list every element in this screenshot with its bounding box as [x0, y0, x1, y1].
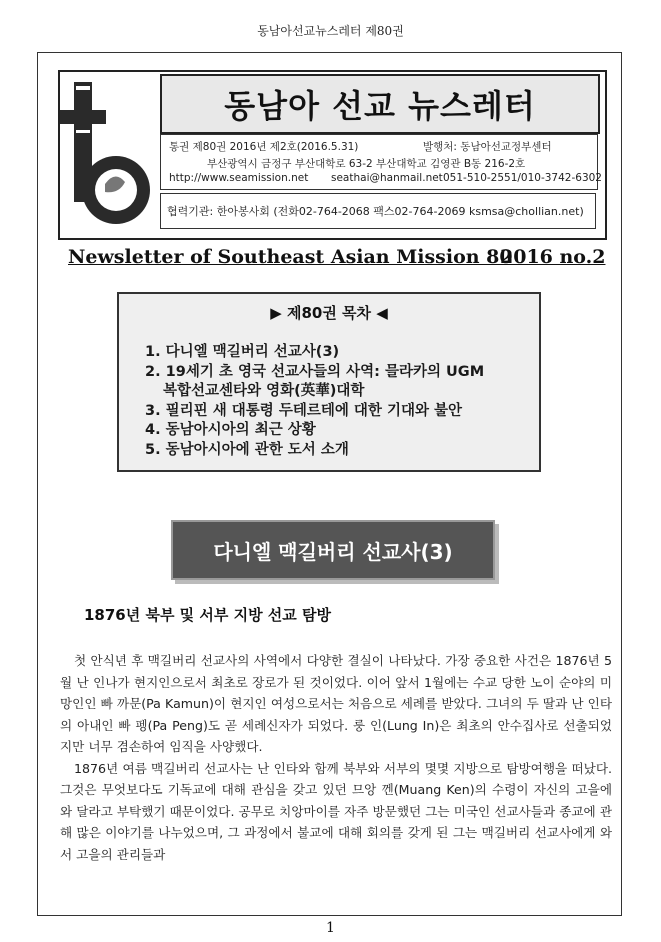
newsletter-title-line [68, 246, 606, 268]
article-subheading: 1876년 북부 및 서부 지방 선교 탐방 [84, 606, 331, 624]
website-link[interactable]: http://www.seamission.net [169, 172, 309, 184]
section-banner [171, 520, 495, 580]
running-header: 동남아선교뉴스레터 제80권 [257, 24, 404, 38]
masthead-title: 동남아 선교 뉴스레터 [224, 87, 536, 125]
toc-item[interactable]: 4. 동남아시아의 최근 상황 [145, 422, 316, 438]
toc-item[interactable]: 3. 필리핀 새 대통령 두테르테에 대한 기대와 불안 [145, 402, 463, 419]
toc-item[interactable]: 5. 동남아시아에 관한 도서 소개 [145, 441, 349, 458]
toc-item[interactable]: 복합선교센타와 영화(英華)대학 [163, 383, 365, 399]
toc-item[interactable]: 1. 다니엘 맥길버리 선교사(3) [145, 344, 340, 360]
paragraph: 1876년 여름 맥길버리 선교사는 난 인타와 함께 북부와 서부의 몇몇 지방으로 탐방여행을 떠났다. 그것은 무엇보다도 기독교에 대해 관심을 갖고 있던 므앙 껜(Muang Ken)의 수령이 자신의 고을에 와 달라고 부탁했기 때문이었다. 공무로 치앙마이를 자주 방문했던 그는 미국인 선교사들과 종교에 관해 많은 이야기를 나누었으며, 그 과정에서 불교에 대해 회의를 갖게 된 그는 맥길버리 선교사에게 와서 고을의 관리들과 [60, 760, 612, 862]
article-body [60, 650, 612, 865]
table-of-contents [117, 292, 541, 472]
newsletter-title: Newsletter of Southeast Asian Mission 80 [68, 246, 513, 268]
toc-list [145, 343, 484, 460]
page-number: 1 [326, 920, 335, 936]
cooperation-info: 협력기관: 한아봉사회 (전화02-764-2068 팩스02-764-2069 ksmsa@chollian.net) [160, 193, 596, 229]
masthead-title-box [160, 74, 600, 134]
email-link[interactable]: seathai@hanmail.net [331, 172, 443, 184]
publication-info [160, 134, 602, 190]
section-title: 다니엘 맥길버리 선교사(3) [213, 539, 453, 564]
issue-number: 2016 no.2 [500, 246, 606, 268]
issue-info: 통권 제80권 2016년 제2호(2016.5.31) [169, 141, 359, 153]
address: 부산광역시 금정구 부산대학로 63-2 부산대학교 김영관 B동 216-2호 [207, 158, 526, 170]
paragraph: 첫 안식년 후 맥길버리 선교사의 사역에서 다양한 결실이 나타났다. 가장 중요한 사건은 1876년 5월 난 인나가 현지인으로서 최초로 장로가 된 것이었다. 이어 앞서 1월에는 수교 당한 노이 순야의 미망인인 빠 까문(Pa Kamun)이 현지인 여성으로서는 처음으로 세례를 받았다. 그녀의 두 딸과 난 인타의 아내인 빠 펭(Pa Peng)도 곧 세례신자가 되었다. 룽 인(Lung In)은 최초의 안수집사로 선출되었지만 너무 겸손하여 임직을 사양했다. [60, 653, 612, 754]
mission-logo [60, 72, 156, 234]
phone-number: 051-510-2551/010-3742-6302 [443, 172, 602, 184]
toc-heading: ▶ 제80권 목차 ◀ [270, 304, 388, 322]
publisher: 발행처: 동남아선교정부센터 [423, 141, 552, 153]
toc-item[interactable]: 2. 19세기 초 영국 선교사들의 사역: 믈라카의 UGM [145, 363, 485, 380]
